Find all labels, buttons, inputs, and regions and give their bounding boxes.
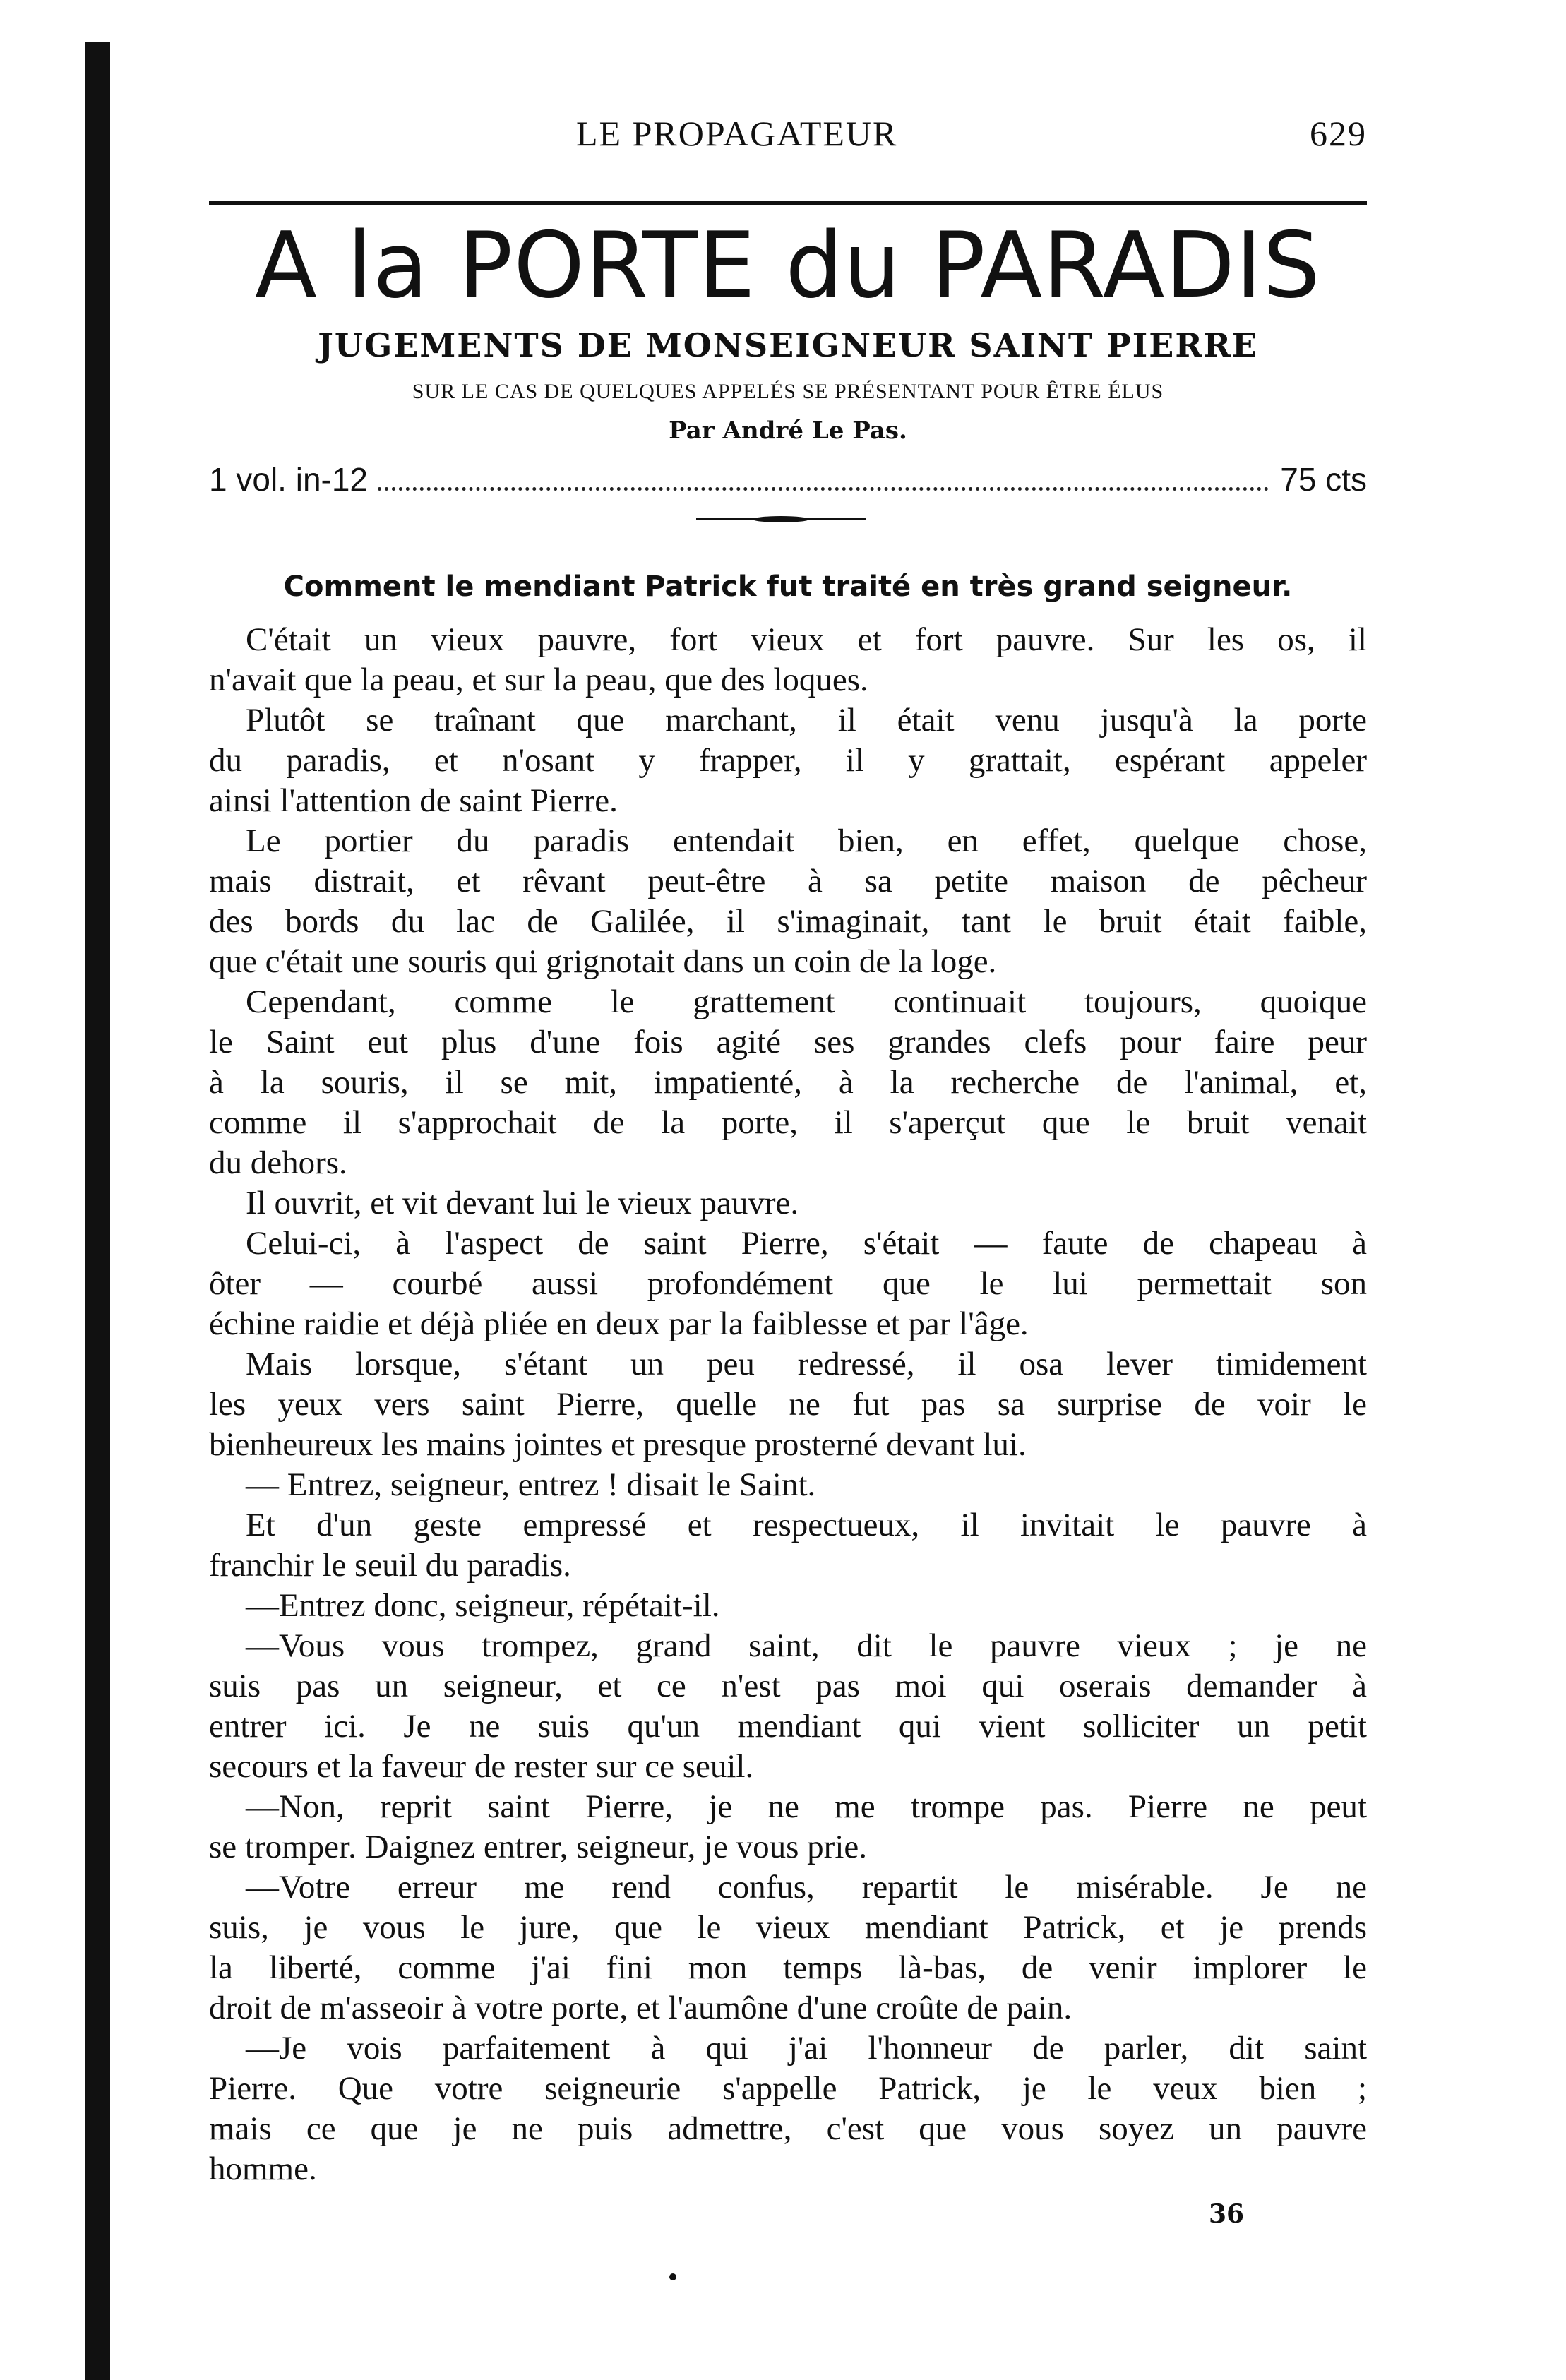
text-line: —Votre erreur me rend confus, repartit le misérable. Je ne [246,1869,1367,1906]
text-line: suis pas un seigneur, et ce n'est pas moi qui oserais demander à [209,1668,1367,1704]
section-ornament [209,498,1367,541]
text-line: franchir le seuil du paradis. [209,1547,571,1584]
text-line: Plutôt se traînant que marchant, il était venu jusqu'à la porte [246,702,1367,738]
text-line: n'avait que la peau, et sur la peau, que des loques. [209,662,868,698]
text-line: des bords du lac de Galilée, il s'imaginait, tant le bruit était faible, [209,903,1367,940]
price-amount: 75 cts [1280,461,1367,498]
text-line: Mais lorsque, s'étant un peu redressé, il osa lever timidement [246,1346,1367,1382]
signature-mark: 36 [1209,2199,1245,2229]
text-line: ainsi l'attention de saint Pierre. [209,782,618,819]
book-title: A la PORTE du PARADIS [255,213,1321,318]
text-line: droit de m'asseoir à votre porte, et l'aumône d'une croûte de pain. [209,1990,1072,2026]
text-line: Et d'un geste empressé et respectueux, il invitait le pauvre à [246,1507,1367,1543]
text-line: mais distrait, et rêvant peut-être à sa petite maison de pêcheur [209,863,1367,899]
text-line: la liberté, comme j'ai fini mon temps là-bas, de venir implorer le [209,1949,1367,1986]
price-leader-dots [378,487,1269,491]
text-line: Pierre. Que votre seigneurie s'appelle Patrick, je le veux bien ; [209,2070,1367,2107]
text-line: bienheureux les mains jointes et presque prosterné devant lui. [209,1426,1027,1463]
text-line: mais ce que je ne puis admettre, c'est que vous soyez un pauvre [209,2110,1367,2147]
book-author: Par André Le Pas. [669,417,907,445]
text-line: se tromper. Daignez entrer, seigneur, je vous prie. [209,1829,867,1865]
text-line: à la souris, il se mit, impatienté, à la recherche de l'animal, et, [209,1064,1367,1101]
text-line: — Entrez, seigneur, entrez ! disait le Saint. [246,1466,816,1503]
scan-binding-edge [85,42,110,2380]
text-line: —Je vois parfaitement à qui j'ai l'honneur de parler, dit saint [246,2030,1367,2067]
text-line: du dehors. [209,1144,347,1181]
journal-name: LE PROPAGATEUR [576,114,898,153]
page-number: 629 [1310,114,1367,153]
text-line: les yeux vers saint Pierre, quelle ne fut pas sa surprise de voir le [209,1386,1367,1423]
text-line: Celui-ci, à l'aspect de saint Pierre, s'était — faute de chapeau à [246,1225,1367,1262]
story-text [209,620,1367,2189]
book-subtitle: JUGEMENTS DE MONSEIGNEUR SAINT PIERRE [318,326,1258,364]
text-line: —Entrez donc, seigneur, répétait-il. [246,1587,720,1624]
page [209,106,1367,2189]
text-line: ôter — courbé aussi profondément que le lui permettait son [209,1265,1367,1302]
text-line: suis, je vous le jure, que le vieux mendiant Patrick, et je prends [209,1909,1367,1946]
header-rule [209,201,1367,205]
text-line: échine raidie et déjà pliée en deux par la faiblesse et par l'âge. [209,1305,1029,1342]
text-line: homme. [209,2151,317,2187]
volume-format: 1 vol. in-12 [209,461,369,498]
text-line: Cependant, comme le grattement continuait toujours, quoique [246,983,1367,1020]
chapter-title: Comment le mendiant Patrick fut traité en très grand seigneur. [283,570,1293,603]
text-line: Il ouvrit, et vit devant lui le vieux pauvre. [246,1185,799,1221]
text-line: —Non, reprit saint Pierre, je ne me trompe pas. Pierre ne peut [246,1788,1367,1825]
text-line: secours et la faveur de rester sur ce seuil. [209,1748,754,1785]
ink-dot [669,2273,676,2280]
text-line: —Vous vous trompez, grand saint, dit le pauvre vieux ; je ne [246,1627,1367,1664]
text-line: C'était un vieux pauvre, fort vieux et fort pauvre. Sur les os, il [246,621,1367,658]
text-line: du paradis, et n'osant y frapper, il y grattait, espérant appeler [209,742,1367,779]
text-line: comme il s'approchait de la porte, il s'aperçut que le bruit venait [209,1104,1367,1141]
text-line: que c'était une souris qui grignotait dans un coin de la loge. [209,943,997,980]
book-subsubtitle: SUR LE CAS DE QUELQUES APPELÉS SE PRÉSENTANT POUR ÊTRE ÉLUS [412,380,1164,403]
text-line: entrer ici. Je ne suis qu'un mendiant qui vient solliciter un petit [209,1708,1367,1745]
ornament-center [753,516,809,522]
running-head [209,106,1367,169]
price-line [209,460,1367,498]
text-line: le Saint eut plus d'une fois agité ses grandes clefs pour faire peur [209,1024,1367,1060]
text-line: Le portier du paradis entendait bien, en effet, quelque chose, [246,823,1367,859]
